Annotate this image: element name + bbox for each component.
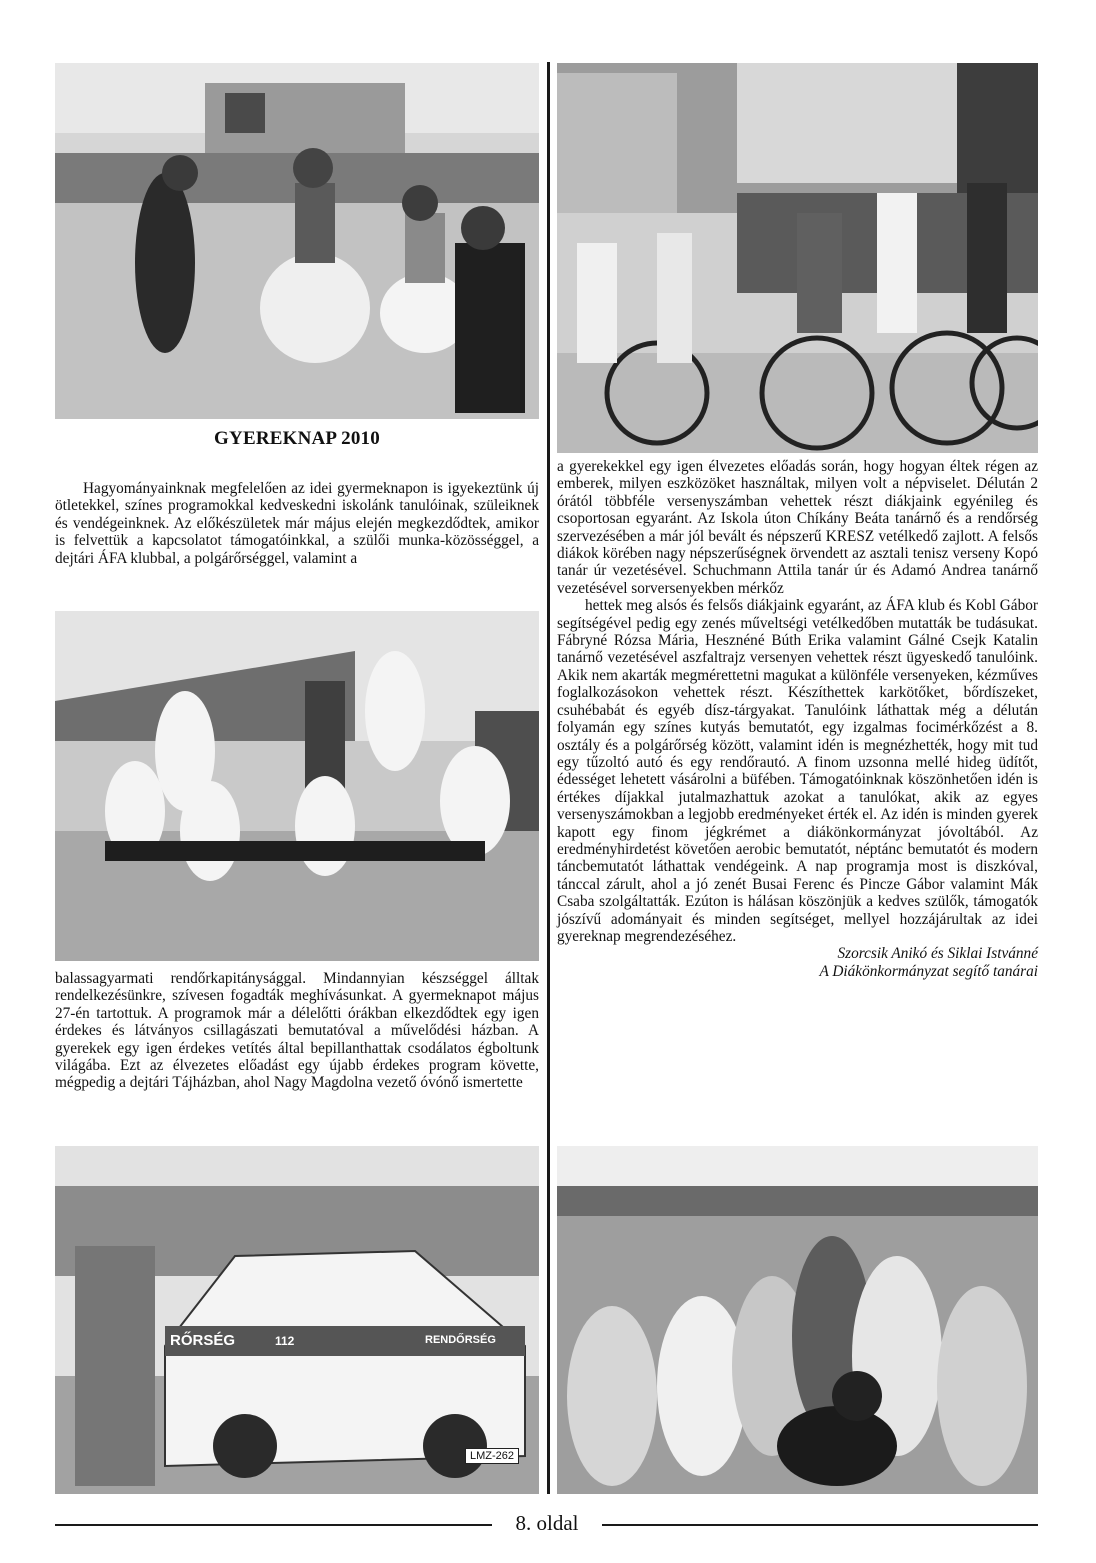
article-title: GYEREKNAP 2010 xyxy=(214,428,380,449)
signature-names: Szorcsik Anikó és Siklai Istvánné xyxy=(837,945,1038,963)
footer-rule-left xyxy=(55,1524,492,1526)
paragraph: a gyerekekkel egy igen élvezetes előadás során, hogy hogyan éltek régen az emberek, milyen eszközöket használtak, milyen volt a népviselet. Délután 2 órától többféle versenyszámban vehettek részt diákjaink egyénileg és csoportosan egyaránt. Az Iskola úton Chíkány Beáta tanárnő és a rendőrség szervezésében a már jól bevált és népszerű KRESZ vetélkedő zajlott. A felsős diákok körében nagy népszerűségnek örvendett az asztali tenisz verseny Kopó tanár úr vezetésével. Schuchmann Attila tanár úr és Adamó Andrea tanárnő vezetésével sorversenyekben mérkőz xyxy=(557,458,1038,597)
paragraph: balassagyarmati rendőrkapitánysággal. Mindannyian készséggel álltak rendelkezésünkre, szívesen fogadták meghívásunkat. A gyermeknapot május 27-én tartottuk. A programok már a délelőtti órákban elkezdődtek egy igen érdekes és látványos csillagászati bemutatóval a művelődési házban. A gyerekek egy igen érdekes vetítés által bepillanthattak csodálatos égboltunk világába. Ezt az élvezetes előadást egy újabb érdekes program követte, mégpedig a dejtári Tájházban, ahol Nagy Magdolna vezető óvónő ismertette xyxy=(55,970,539,1092)
photo-bicycle-contest xyxy=(557,63,1038,453)
photo-aerobic-dancers xyxy=(55,611,539,961)
footer-rule-right xyxy=(602,1524,1038,1526)
article-text-left-bottom xyxy=(55,970,539,1092)
photo-folk-dance xyxy=(55,63,539,419)
license-plate: LMZ-262 xyxy=(465,1448,519,1464)
page-number: 8. oldal xyxy=(515,1511,579,1535)
article-text-right xyxy=(557,458,1038,980)
car-side-text: RŐRSÉG xyxy=(170,1332,236,1349)
paragraph: hettek meg alsós és felsős diákjaink egyaránt, az ÁFA klub és Kobl Gábor segítségével pedig egy zenés műveltségi vetélkedőben mutatták be tudásukat. Fábryné Rózsa Mária, Hesznéné Búth Erika valamint Gálné Csejk Katalin tanárnő vezetésével aszfaltrajz versenyen vehettek részt ügyeskedő tanulóink. Akik nem akarták megmérettetni magukat a különféle versenyeken, kézműves foglalkozásokon vehettek részt. Készíthettek karkötőket, bőrdíszeket, csuhébabát és egyéb dísz-tárgyakat. Tanulóink láthattak még a délután folyamán egy színes kutyás bemutatót, egy izgalmas focimérkőzést a 8. osztály és a polgárőrség között, valamint idén is megnézhették, hogy mit tud egy tűzoltó autó és egy rendőrautó. A finom uzsonna mellé hideg üdítőt, édességet lehetett vásárolni a büfében. Támogatóinknak köszönhetően idén is értékes díjakkal jutalmazhattuk azokat a tanulókat, akik az egyes versenyszámokban a legjobb eredményeket érték el. Az idén is minden gyerek kapott egy finom jégkrémet a diákönkormányzat jóvoltából. Az eredményhirdetést követően aerobic bemutatót, néptánc bemutatót és modern táncbemutatót láthattak vendégeink. A nap programja most is diszkóval, tánccal zárult, ahol a jó zenét Busai Ferenc és Pincze Gábor valamint Mák Csaba szolgáltatták. Ezúton is hálásan köszönjük a kedves szülők, támogatók jószívű adományait és minden segítséget, mellyel hozzájárultak az idei gyereknap megrendezéséhez. xyxy=(557,597,1038,945)
column-divider xyxy=(547,62,550,1494)
car-number: 112 xyxy=(275,1334,295,1348)
signature-role: A Diákönkormányzat segítő tanárai xyxy=(819,962,1038,980)
photo-police-car xyxy=(55,1146,539,1494)
article-text-left-top xyxy=(55,480,539,567)
photo-children-dog xyxy=(557,1146,1038,1494)
paragraph: Hagyományainknak megfelelően az idei gyermeknapon is igyekeztünk új ötletekkel, színes programokkal kedveskedni iskolánk tanulóinak, szüleiknek és vendégeinknek. Az előkészületek már május elején megkezdődtek, amikor is felvettük a kapcsolatot támogatóinkkal, a szülői munka-közösséggel, a dejtári ÁFA klubbal, a polgárőrséggel, valamint a xyxy=(55,480,539,567)
car-bonnet-text: RENDŐRSÉG xyxy=(425,1334,496,1346)
